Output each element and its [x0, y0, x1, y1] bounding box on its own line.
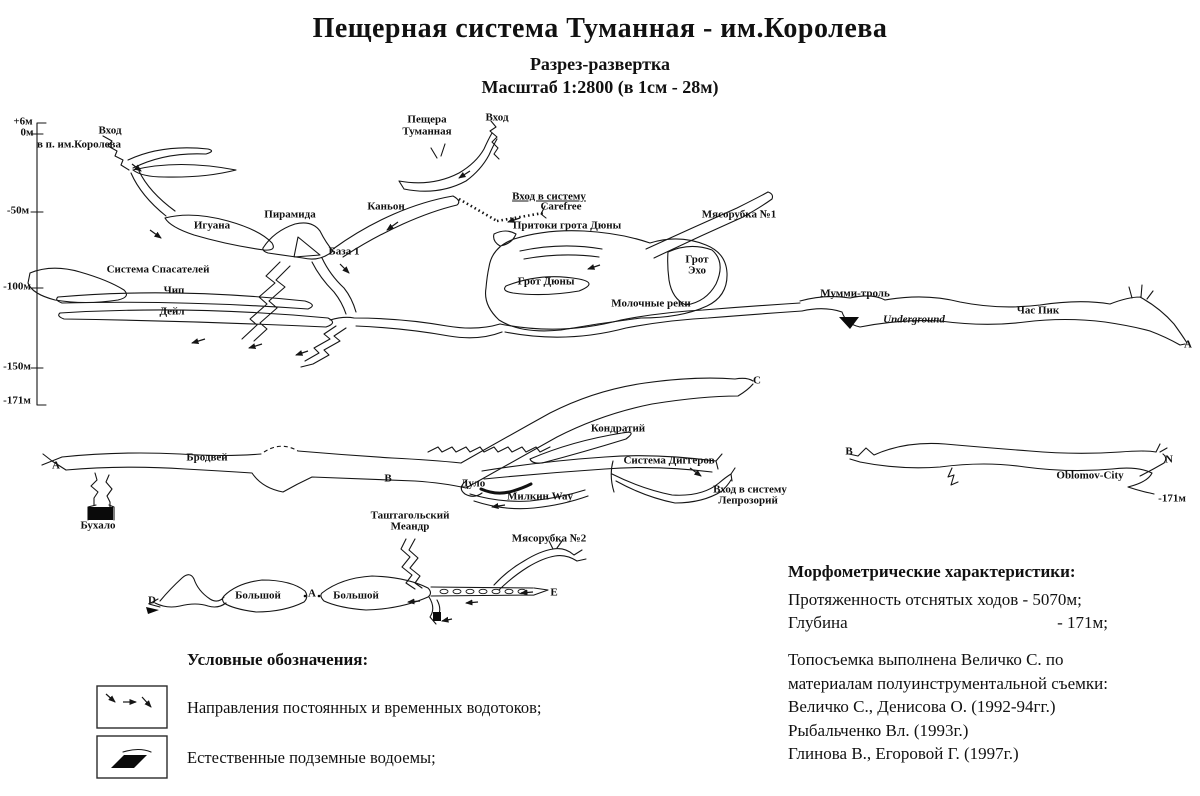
survey-credits-block — [788, 648, 1108, 766]
morphometry-depth-label: Глубина — [788, 613, 848, 632]
morphometry-title: Морфометрические характеристики: — [788, 562, 1076, 581]
map-scale-note: Масштаб 1:2800 (в 1см - 28м) — [481, 77, 719, 97]
survey-line: материалам полуинструментальной съемки: — [788, 673, 1108, 693]
label-dale: Дейл — [159, 305, 185, 318]
label-cave-tumannaya: Пещера — [407, 113, 447, 126]
page-title: Пещерная система Туманная - им.Королева — [312, 13, 888, 44]
label-carefree-entrance-2: Carefree — [540, 200, 582, 213]
depth-tick-100: -100м — [3, 280, 31, 293]
survey-dot-a-left — [304, 595, 307, 598]
label-piramida: Пирамида — [264, 208, 316, 221]
legend-title: Условные обозначения: — [187, 650, 369, 669]
morphometry-block — [788, 560, 1108, 635]
label-depth-171-east: -171м — [1158, 492, 1186, 505]
morphometry-depth-value: - 171м; — [1057, 613, 1108, 632]
label-carefree-entrance: Вход в систему — [512, 190, 586, 203]
legend-water-symbol — [111, 755, 147, 768]
flow-arrows — [132, 164, 701, 621]
label-entrance-tumannaya: Вход — [485, 111, 509, 124]
label-milkin-way: Милкин Way — [506, 490, 574, 503]
passage-korolev-entrance — [103, 136, 333, 259]
legend-item-water: Естественные подземные водоемы; — [187, 748, 436, 767]
label-point-c: C — [753, 374, 761, 387]
legend-symbols — [97, 686, 167, 778]
survey-dot-a-right — [318, 595, 321, 598]
passage-spasateley-system — [28, 258, 502, 367]
passage-brodvey-dashed-arc — [264, 446, 298, 452]
label-cave-tumannaya-2: Туманная — [402, 125, 452, 138]
page-subtitle: Разрез-развертка — [529, 54, 671, 74]
label-point-a-bolshoy: А — [308, 587, 316, 600]
label-grot-eho-2: Эхо — [687, 264, 707, 277]
arrowhead-d — [146, 607, 159, 614]
passage-canyon-tumannaya — [333, 121, 546, 257]
label-myasorubka-1: Мясорубка №1 — [701, 208, 777, 221]
label-point-a-west: А — [52, 459, 60, 472]
label-entrance-korolev-2: в п. им.Королева — [36, 138, 122, 151]
depth-tick-171: -171м — [3, 394, 31, 407]
label-entrance-korolev: Вход — [98, 124, 122, 137]
label-point-e: Е — [550, 586, 558, 599]
breakdown-pebbles — [440, 589, 526, 593]
label-bolshoy-east: Большой — [333, 589, 379, 602]
legend-item-flow: Направления постоянных и временных водотоков; — [187, 698, 542, 717]
passage-myasorubka-1 — [646, 192, 773, 258]
label-tashtagolskiy-meandr-2: Меандр — [390, 520, 430, 533]
label-point-a-east: А — [1184, 338, 1192, 351]
label-underground: Underground — [883, 313, 945, 326]
label-bolshoy-west: Большой — [235, 589, 281, 602]
morphometry-depth — [788, 611, 1108, 635]
label-leprozoriy-entrance-2: Лепрозорий — [718, 494, 778, 507]
survey-line: Величко С., Денисова О. (1992-94гг.) — [788, 697, 1056, 716]
label-sistema-diggerov: Система Диггеров — [623, 454, 715, 467]
label-point-b-brodvey: B — [384, 472, 392, 485]
label-grot-eho: Грот — [685, 253, 709, 266]
label-kondratiy: Кондратий — [590, 422, 646, 435]
label-leprozoriy-entrance: Вход в систему — [713, 483, 787, 496]
label-oblomov-city: Oblomov-City — [1056, 469, 1124, 482]
depth-tick-plus6: +6м — [13, 115, 33, 128]
survey-line: Топосъемка выполнена Величко С. по — [788, 650, 1064, 669]
label-grot-dyuny: Грот Дюны — [517, 275, 575, 288]
label-tashtagolskiy-meandr: Таштагольский — [370, 509, 450, 522]
label-point-b-oblomov: B — [845, 445, 853, 458]
water-small-bottom — [433, 612, 441, 621]
water-symbols — [88, 317, 859, 621]
label-buhalo: Бухало — [80, 519, 116, 532]
label-myasorubka-2: Мясорубка №2 — [511, 532, 587, 545]
label-point-n: N — [1165, 453, 1173, 466]
depth-tick-150: -150м — [3, 360, 31, 373]
passage-bolshoy — [149, 539, 586, 624]
label-pritoki-grota-dyuny: Притоки грота Дюны — [512, 219, 622, 232]
depth-tick-50: -50м — [6, 204, 30, 217]
label-sistema-spasateley: Система Спасателей — [106, 263, 210, 276]
label-chas-pik: Час Пик — [1016, 304, 1060, 317]
depth-tick-0: 0м — [20, 126, 34, 139]
water-pocket-mummi — [839, 317, 859, 329]
depth-scale-bar — [31, 123, 46, 405]
label-chip: Чип — [163, 284, 185, 297]
water-buhalo — [88, 507, 113, 520]
label-point-d: D — [148, 594, 156, 607]
morphometry-length: Протяженность отснятых ходов - 5070м; — [788, 589, 1082, 609]
label-mummi-trol: Мумми-троль — [820, 287, 890, 300]
label-brodvey: Бродвей — [186, 451, 228, 464]
passage-brodvey — [42, 378, 753, 520]
legend-box-flow — [97, 686, 167, 728]
label-dulo: Дуло — [460, 477, 486, 490]
label-molochnye-reki: Молочные реки — [611, 297, 691, 310]
survey-line: Рыбальченко Вл. (1993г.) — [788, 720, 969, 740]
label-kanyon: Каньон — [367, 200, 405, 213]
label-iguana: Игуана — [193, 219, 231, 232]
survey-line: Глинова В., Егоровой Г. (1997г.) — [788, 744, 1019, 763]
label-baza-1: База 1 — [328, 245, 360, 258]
